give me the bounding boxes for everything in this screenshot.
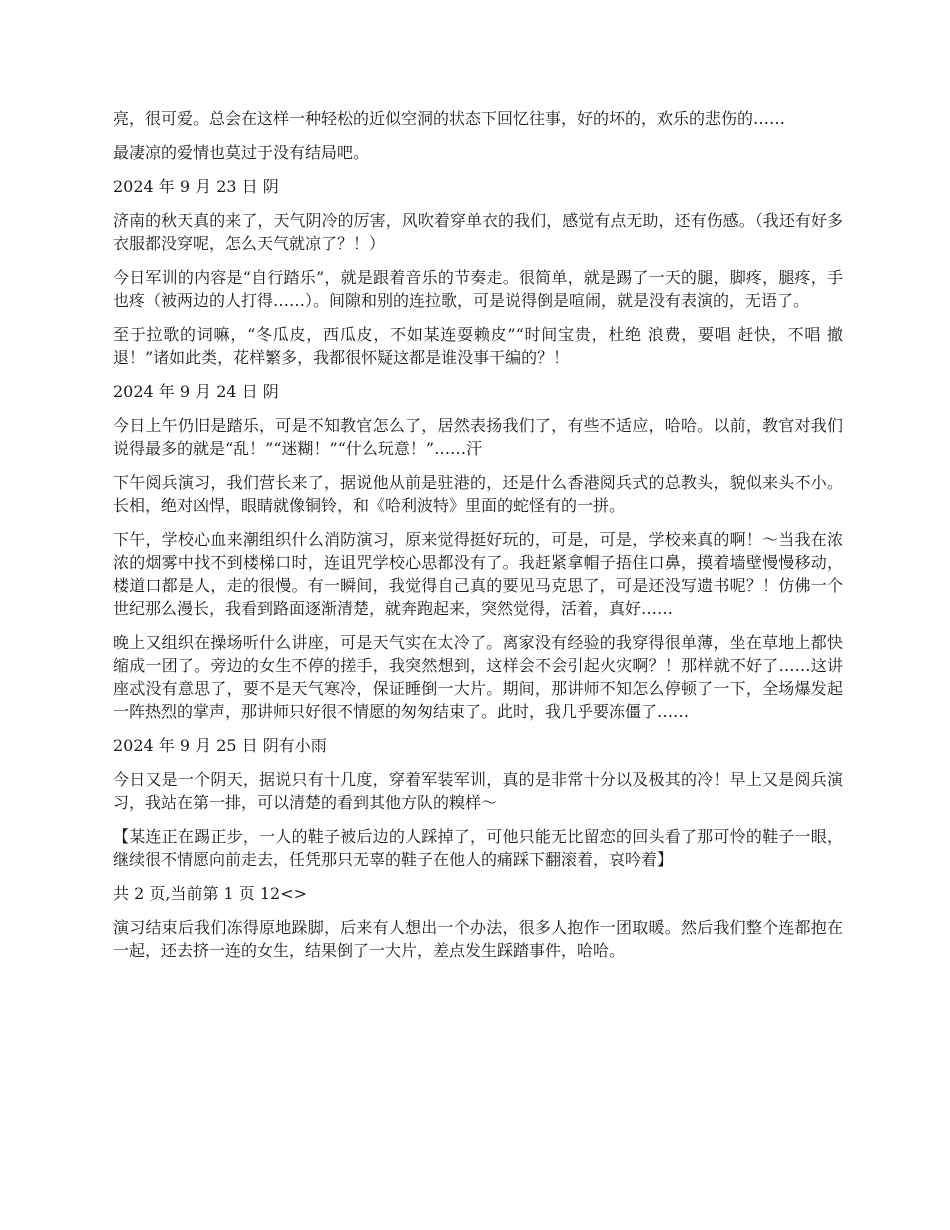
date-heading: 2024 年 9 月 23 日 阴 xyxy=(113,177,279,196)
paragraph: 下午，学校心血来潮组织什么消防演习，原来觉得挺好玩的，可是，可是，学校来真的啊！～当我在浓浓的烟雾中找不到楼梯口时，连诅咒学校心思都没有了。我赶紧拿帽子捂住口鼻，摸着墙壁慢慢移动，楼道口都是人，走的很慢。有一瞬间，我觉得自己真的要见马克思了，可是还没写遗书呢？！仿佛一个世纪那么漫长，我看到路面逐渐清楚，就奔跑起来，突然觉得，活着，真好…… xyxy=(113,530,843,618)
pagination-text: 共 2 页,当前第 1 页 12<> xyxy=(113,884,308,903)
paragraph: 演习结束后我们冻得原地跺脚，后来有人想出一个办法，很多人抱作一团取暖。然后我们整个连都抱在一起，还去挤一连的女生，结果倒了一大片，差点发生踩踏事件，哈哈。 xyxy=(113,918,843,960)
date-heading: 2024 年 9 月 24 日 阴 xyxy=(113,382,279,401)
paragraph: 亮，很可爱。总会在这样一种轻松的近似空洞的状态下回忆往事，好的坏的，欢乐的悲伤的…… xyxy=(113,109,786,128)
paragraph: 晚上又组织在操场听什么讲座，可是天气实在太冷了。离家没有经验的我穿得很单薄，坐在草地上都快缩成一团了。旁边的女生不停的搓手，我突然想到，这样会不会引起火灾啊？！那样就不好了……这讲座忒没有意思了，要不是天气寒冷，保证睡倒一大片。期间，那讲师不知怎么停顿了一下，全场爆发起一阵热烈的掌声，那讲师只好很不情愿的匆匆结束了。此时，我几乎要冻僵了…… xyxy=(113,633,843,721)
document-body xyxy=(113,107,843,973)
paragraph: 今日上午仍旧是踏乐，可是不知教官怎么了，居然表扬我们了，有些不适应，哈哈。以前，教官对我们说得最多的就是“乱！”“迷糊！”“什么玩意！”……汗 xyxy=(113,416,843,458)
date-heading: 2024 年 9 月 25 日 阴有小雨 xyxy=(113,736,327,755)
paragraph: 【某连正在踢正步，一人的鞋子被后边的人踩掉了，可他只能无比留恋的回头看了那可怜的鞋子一眼，继续很不情愿向前走去，任凭那只无辜的鞋子在他人的痛踩下翻滚着，哀吟着】 xyxy=(113,827,843,869)
paragraph: 下午阅兵演习，我们营长来了，据说他从前是驻港的，还是什么香港阅兵式的总教头，貌似来头不小。长相，绝对凶悍，眼睛就像铜铃，和《哈利波特》里面的蛇怪有的一拼。 xyxy=(113,473,843,515)
paragraph: 今日军训的内容是“自行踏乐”，就是跟着音乐的节奏走。很简单，就是踢了一天的腿，脚疼，腿疼，手也疼（被两边的人打得……）。间隙和别的连拉歌，可是说得倒是喧闹，就是没有表演的，无语了。 xyxy=(113,268,843,310)
paragraph: 今日又是一个阴天，据说只有十几度，穿着军装军训，真的是非常十分以及极其的冷！早上又是阅兵演习，我站在第一排，可以清楚的看到其他方队的糗样～ xyxy=(113,770,843,812)
paragraph: 至于拉歌的词嘛，“冬瓜皮，西瓜皮，不如某连耍赖皮”“时间宝贵，杜绝 浪费，要唱 赶快，不唱 撤退！”诸如此类，花样繁多，我都很怀疑这都是谁没事干编的？！ xyxy=(113,325,843,367)
paragraph: 最凄凉的爱情也莫过于没有结局吧。 xyxy=(113,143,370,162)
paragraph: 济南的秋天真的来了，天气阴冷的厉害，风吹着穿单衣的我们，感觉有点无助，还有伤感。（我还有好多衣服都没穿呢，怎么天气就凉了？！） xyxy=(113,211,843,253)
